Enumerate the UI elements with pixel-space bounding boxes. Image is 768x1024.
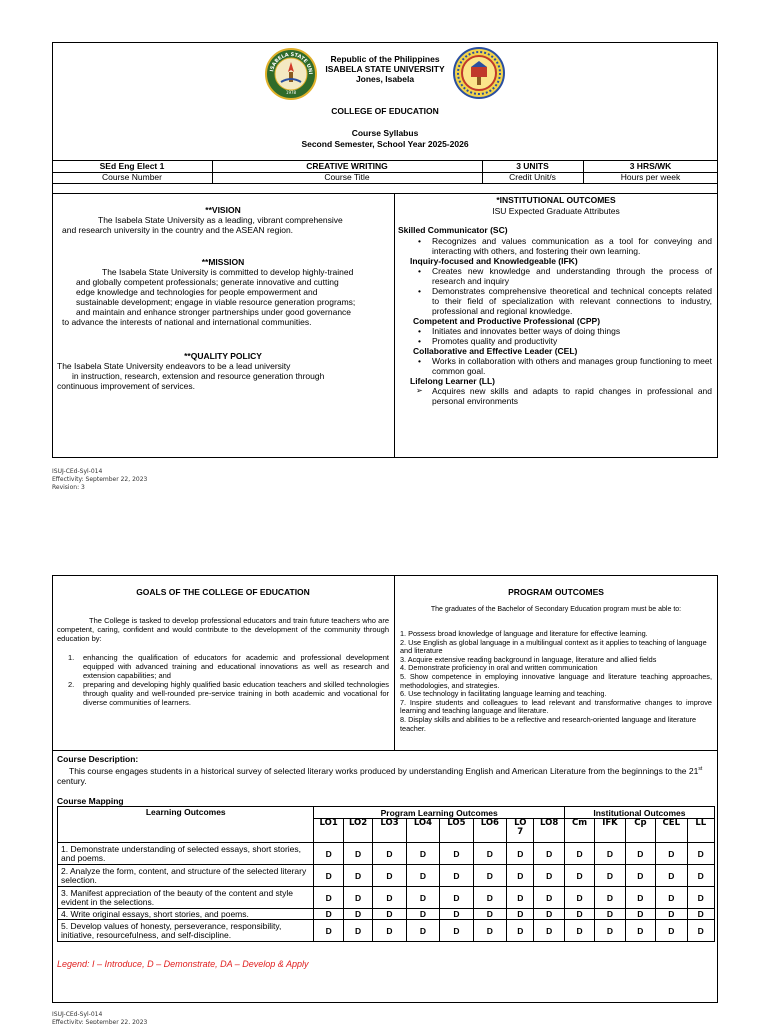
program-outcome-item: 1. Possess broad knowledge of language and literature for effective learning.: [400, 629, 648, 638]
col-header: CEL: [656, 819, 687, 843]
mapping-mark-cell: D: [314, 887, 343, 909]
mapping-mark-cell: D: [564, 865, 594, 887]
mapping-mark-cell: D: [625, 909, 655, 920]
outcome-item: • Initiates and innovates better ways of doing things: [398, 326, 712, 336]
college-name: COLLEGE OF EDUCATION: [331, 106, 439, 116]
goal-item: 1. enhancing the qualification of educators for academic and professional development equipped with advanced training and educational innovations as well as research and extension capabilities; and: [68, 653, 389, 680]
learning-outcome-cell: 1. Demonstrate understanding of selected essays, short stories, and poems.: [58, 843, 314, 865]
mapping-mark-cell: D: [687, 909, 715, 920]
mapping-mark-cell: D: [440, 909, 473, 920]
mission-line: edge knowledge and technologies for people empowerment and: [76, 287, 318, 297]
program-outcomes-header: Program Learning Outcomes: [314, 807, 564, 819]
quality-policy-title: **QUALITY POLICY: [184, 351, 262, 361]
mapping-mark-cell: D: [406, 920, 439, 942]
mapping-mark-cell: D: [564, 909, 594, 920]
outcome-item: • Works in collaboration with others and manages group functioning to meet common goal.: [398, 356, 712, 376]
mapping-mark-cell: D: [507, 887, 534, 909]
program-outcomes-title: PROGRAM OUTCOMES: [508, 587, 604, 597]
learning-outcome-cell: 3. Manifest appreciation of the beauty of the content and style evident in the selections.: [58, 887, 314, 909]
mapping-mark-cell: D: [534, 865, 564, 887]
mapping-mark-cell: D: [473, 920, 506, 942]
mission-title: **MISSION: [201, 257, 245, 267]
vision-title: **VISION: [205, 205, 241, 215]
outcome-heading-ll: Lifelong Learner (LL): [410, 376, 495, 386]
mapping-mark-cell: D: [534, 920, 564, 942]
learning-outcomes-header: Learning Outcomes: [58, 807, 314, 843]
mapping-mark-cell: D: [343, 887, 372, 909]
seal-left-text: ISABELA STATE UNI: [269, 51, 314, 75]
mapping-mark-cell: D: [440, 887, 473, 909]
vision-line-1: The Isabela State University as a leading, vibrant comprehensive: [98, 215, 343, 225]
program-outcomes-intro: The graduates of the Bachelor of Secondary Education program must be able to:: [430, 606, 682, 613]
republic-label: Republic of the Philippines: [330, 54, 440, 64]
footer-effectivity: Effectivity: September 22, 2023: [52, 1019, 148, 1024]
outcome-heading-ifk: Inquiry-focused and Knowledgeable (IFK): [410, 256, 578, 266]
program-outcome-item: 4. Demonstrate proficiency in oral and written communication: [400, 663, 598, 673]
footer-code: ISUJ-CEd-Syl-014: [52, 468, 103, 475]
mapping-mark-cell: D: [440, 843, 473, 865]
goals-title: GOALS OF THE COLLEGE OF EDUCATION: [136, 587, 310, 597]
footer-effectivity: Effectivity: September 22, 2023: [52, 476, 148, 483]
col-header: IFK: [595, 819, 625, 843]
mapping-mark-cell: D: [507, 909, 534, 920]
course-mapping-label: Course Mapping: [57, 796, 124, 806]
mission-line: and maintain and enhance stronger partnerships under good governance: [76, 307, 352, 317]
course-description-text: This course engages students in a historical survey of selected literary works produced by understanding English and American Literature from the beginnings to the 21st century.: [57, 765, 703, 786]
outcome-item: • Promotes quality and productivity: [398, 336, 712, 346]
vision-line-2: and research university in the country and the ASEAN region.: [62, 225, 294, 235]
mapping-mark-cell: D: [656, 887, 687, 909]
mapping-mark-cell: D: [656, 865, 687, 887]
col-header: LO2: [343, 819, 372, 843]
semester-label: Second Semester, School Year 2025-2026: [301, 139, 469, 149]
mission-line: The Isabela State University is committed to develop highly-trained: [102, 267, 354, 277]
quality-line: The Isabela State University endeavors to be a lead university: [57, 361, 291, 371]
mapping-mark-cell: D: [406, 843, 439, 865]
course-title-label: Course Title: [324, 172, 370, 182]
learning-outcome-cell: 2. Analyze the form, content, and structure of the selected literary selection.: [58, 865, 314, 887]
mapping-mark-cell: D: [343, 865, 372, 887]
mapping-mark-cell: D: [373, 843, 406, 865]
table-row: [58, 909, 715, 920]
mapping-mark-cell: D: [373, 887, 406, 909]
col-header: Cp: [625, 819, 655, 843]
program-outcome-item: 5. Show competence in employing innovative language and literature teaching approaches, methodologies, and strategies.: [400, 671, 712, 690]
table-row: [58, 865, 715, 887]
col-header: LO4: [406, 819, 439, 843]
mapping-mark-cell: D: [534, 887, 564, 909]
seal-left-year: 1978: [285, 90, 297, 95]
course-description-label: Course Description:: [57, 754, 139, 764]
mapping-mark-cell: D: [314, 920, 343, 942]
mapping-mark-cell: D: [406, 909, 439, 920]
mapping-mark-cell: D: [314, 909, 343, 920]
mapping-mark-cell: D: [656, 843, 687, 865]
mission-line: to advance the interests of national and international communities.: [62, 317, 312, 327]
course-mapping-table: [57, 806, 715, 942]
mapping-mark-cell: D: [595, 843, 625, 865]
outcome-heading-sc: Skilled Communicator (SC): [398, 225, 508, 235]
mapping-mark-cell: D: [564, 920, 594, 942]
mapping-mark-cell: D: [534, 909, 564, 920]
university-location: Jones, Isabela: [355, 74, 415, 84]
col-header: LO8: [534, 819, 564, 843]
program-outcome-item: 3. Acquire extensive reading background in language, literature and allied fields: [400, 654, 657, 664]
col-header: LO1: [314, 819, 343, 843]
university-name: ISABELA STATE UNIVERSITY: [325, 64, 445, 74]
mapping-mark-cell: D: [564, 843, 594, 865]
mapping-mark-cell: D: [625, 887, 655, 909]
mapping-mark-cell: D: [595, 920, 625, 942]
program-outcome-item: 6. Use technology in facilitating language learning and teaching.: [400, 689, 607, 699]
mapping-mark-cell: D: [595, 865, 625, 887]
col-header: LO5: [440, 819, 473, 843]
quality-line: continuous improvement of services.: [57, 381, 195, 391]
mapping-mark-cell: D: [406, 865, 439, 887]
quality-line: in instruction, research, extension and resource generation through: [72, 371, 325, 381]
program-outcome-item: 2. Use English as global language in a multilingual context as it applies to teaching of language and literature: [400, 637, 707, 656]
mapping-mark-cell: D: [343, 843, 372, 865]
learning-outcome-cell: 5. Develop values of honesty, perseverance, responsibility, initiative, resourcefulness, and self-discipline.: [58, 920, 314, 942]
mapping-mark-cell: D: [314, 865, 343, 887]
footer-code: ISUJ-CEd-Syl-014: [52, 1011, 103, 1018]
mapping-mark-cell: D: [473, 865, 506, 887]
mapping-mark-cell: D: [440, 920, 473, 942]
mapping-mark-cell: D: [373, 865, 406, 887]
mapping-mark-cell: D: [625, 843, 655, 865]
col-header: LO6: [473, 819, 506, 843]
outcome-heading-cpp: Competent and Productive Professional (CPP): [413, 316, 601, 326]
col-header: LL: [687, 819, 715, 843]
mapping-mark-cell: D: [343, 909, 372, 920]
course-title-value: CREATIVE WRITING: [306, 161, 388, 171]
mapping-mark-cell: D: [687, 887, 715, 909]
mapping-mark-cell: D: [473, 843, 506, 865]
institutional-outcomes-title: *INSTITUTIONAL OUTCOMES: [496, 195, 616, 205]
document-type: Course Syllabus: [351, 128, 419, 138]
mapping-mark-cell: D: [595, 909, 625, 920]
outcome-heading-cel: Collaborative and Effective Leader (CEL): [413, 346, 578, 356]
mapping-mark-cell: D: [687, 865, 715, 887]
table-row: [58, 843, 715, 865]
mapping-mark-cell: D: [625, 920, 655, 942]
outcome-item: • Recognizes and values communication as a tool for conveying and interacting with others, and fostering their own learning.: [398, 236, 712, 256]
footer-revision: Revision: 3: [52, 484, 85, 491]
col-header: Cm: [564, 819, 594, 843]
outcome-item: ➢ Acquires new skills and adapts to rapid changes in professional and personal environments: [398, 386, 712, 406]
mapping-mark-cell: D: [656, 909, 687, 920]
outcome-item: • Demonstrates comprehensive theoretical and technical concepts related to their field of specialization with relevant connections to industry, professional and regional knowledge.: [398, 286, 712, 316]
table-row: [58, 887, 715, 909]
mission-line: sustainable development; engage in viable resource generation programs;: [76, 297, 356, 307]
col-header: LO3: [373, 819, 406, 843]
col-header: LO 7: [507, 819, 534, 843]
course-number-label: Course Number: [102, 172, 162, 182]
hours-per-week-value: 3 HRS/WK: [629, 161, 672, 171]
credit-units-value: 3 UNITS: [516, 161, 549, 171]
mapping-mark-cell: D: [373, 909, 406, 920]
table-row: [58, 920, 715, 942]
legend-text: Legend: I – Introduce, D – Demonstrate, DA – Develop & Apply: [57, 959, 309, 969]
mapping-mark-cell: D: [595, 887, 625, 909]
mapping-mark-cell: D: [373, 920, 406, 942]
institutional-outcomes-header: Institutional Outcomes: [564, 807, 714, 819]
mapping-mark-cell: D: [343, 920, 372, 942]
mapping-mark-cell: D: [687, 920, 715, 942]
hours-per-week-label: Hours per week: [620, 172, 681, 182]
mapping-mark-cell: D: [625, 865, 655, 887]
mapping-mark-cell: D: [440, 865, 473, 887]
mapping-mark-cell: D: [406, 887, 439, 909]
mapping-mark-cell: D: [473, 887, 506, 909]
mapping-mark-cell: D: [473, 909, 506, 920]
goals-intro: The College is tasked to develop professional educators and train future teachers who are competent, caring, confident and would contribute to the development of the community through education by:: [57, 616, 389, 643]
institutional-outcomes-subtitle: ISU Expected Graduate Attributes: [492, 206, 620, 216]
mapping-mark-cell: D: [564, 887, 594, 909]
mapping-mark-cell: D: [656, 920, 687, 942]
mapping-mark-cell: D: [534, 843, 564, 865]
mapping-mark-cell: D: [507, 920, 534, 942]
goal-item: 2. preparing and developing highly qualified basic education teachers and skilled technologies through quality and well-rounded pre-service training in both academic and vocational for diverse communities of learners.: [68, 680, 389, 707]
learning-outcome-cell: 4. Write original essays, short stories, and poems.: [58, 909, 314, 920]
mapping-mark-cell: D: [507, 843, 534, 865]
course-number-value: SEd Eng Elect 1: [99, 161, 165, 171]
mission-line: and globally competent professionals; generate innovative and cutting: [76, 277, 339, 287]
mapping-mark-cell: D: [314, 843, 343, 865]
mapping-mark-cell: D: [687, 843, 715, 865]
program-outcome-item: 8. Display skills and abilities to be a reflective and research-oriented language and literature teacher.: [400, 714, 697, 733]
mapping-mark-cell: D: [507, 865, 534, 887]
program-outcome-item: 7. Inspire students and colleagues to lead relevant and transformative changes to improve learning and teaching language and literature.: [400, 697, 712, 716]
credit-units-label: Credit Unit/s: [509, 172, 556, 182]
outcome-item: • Creates new knowledge and understanding through the process of research and inquiry: [398, 266, 712, 286]
